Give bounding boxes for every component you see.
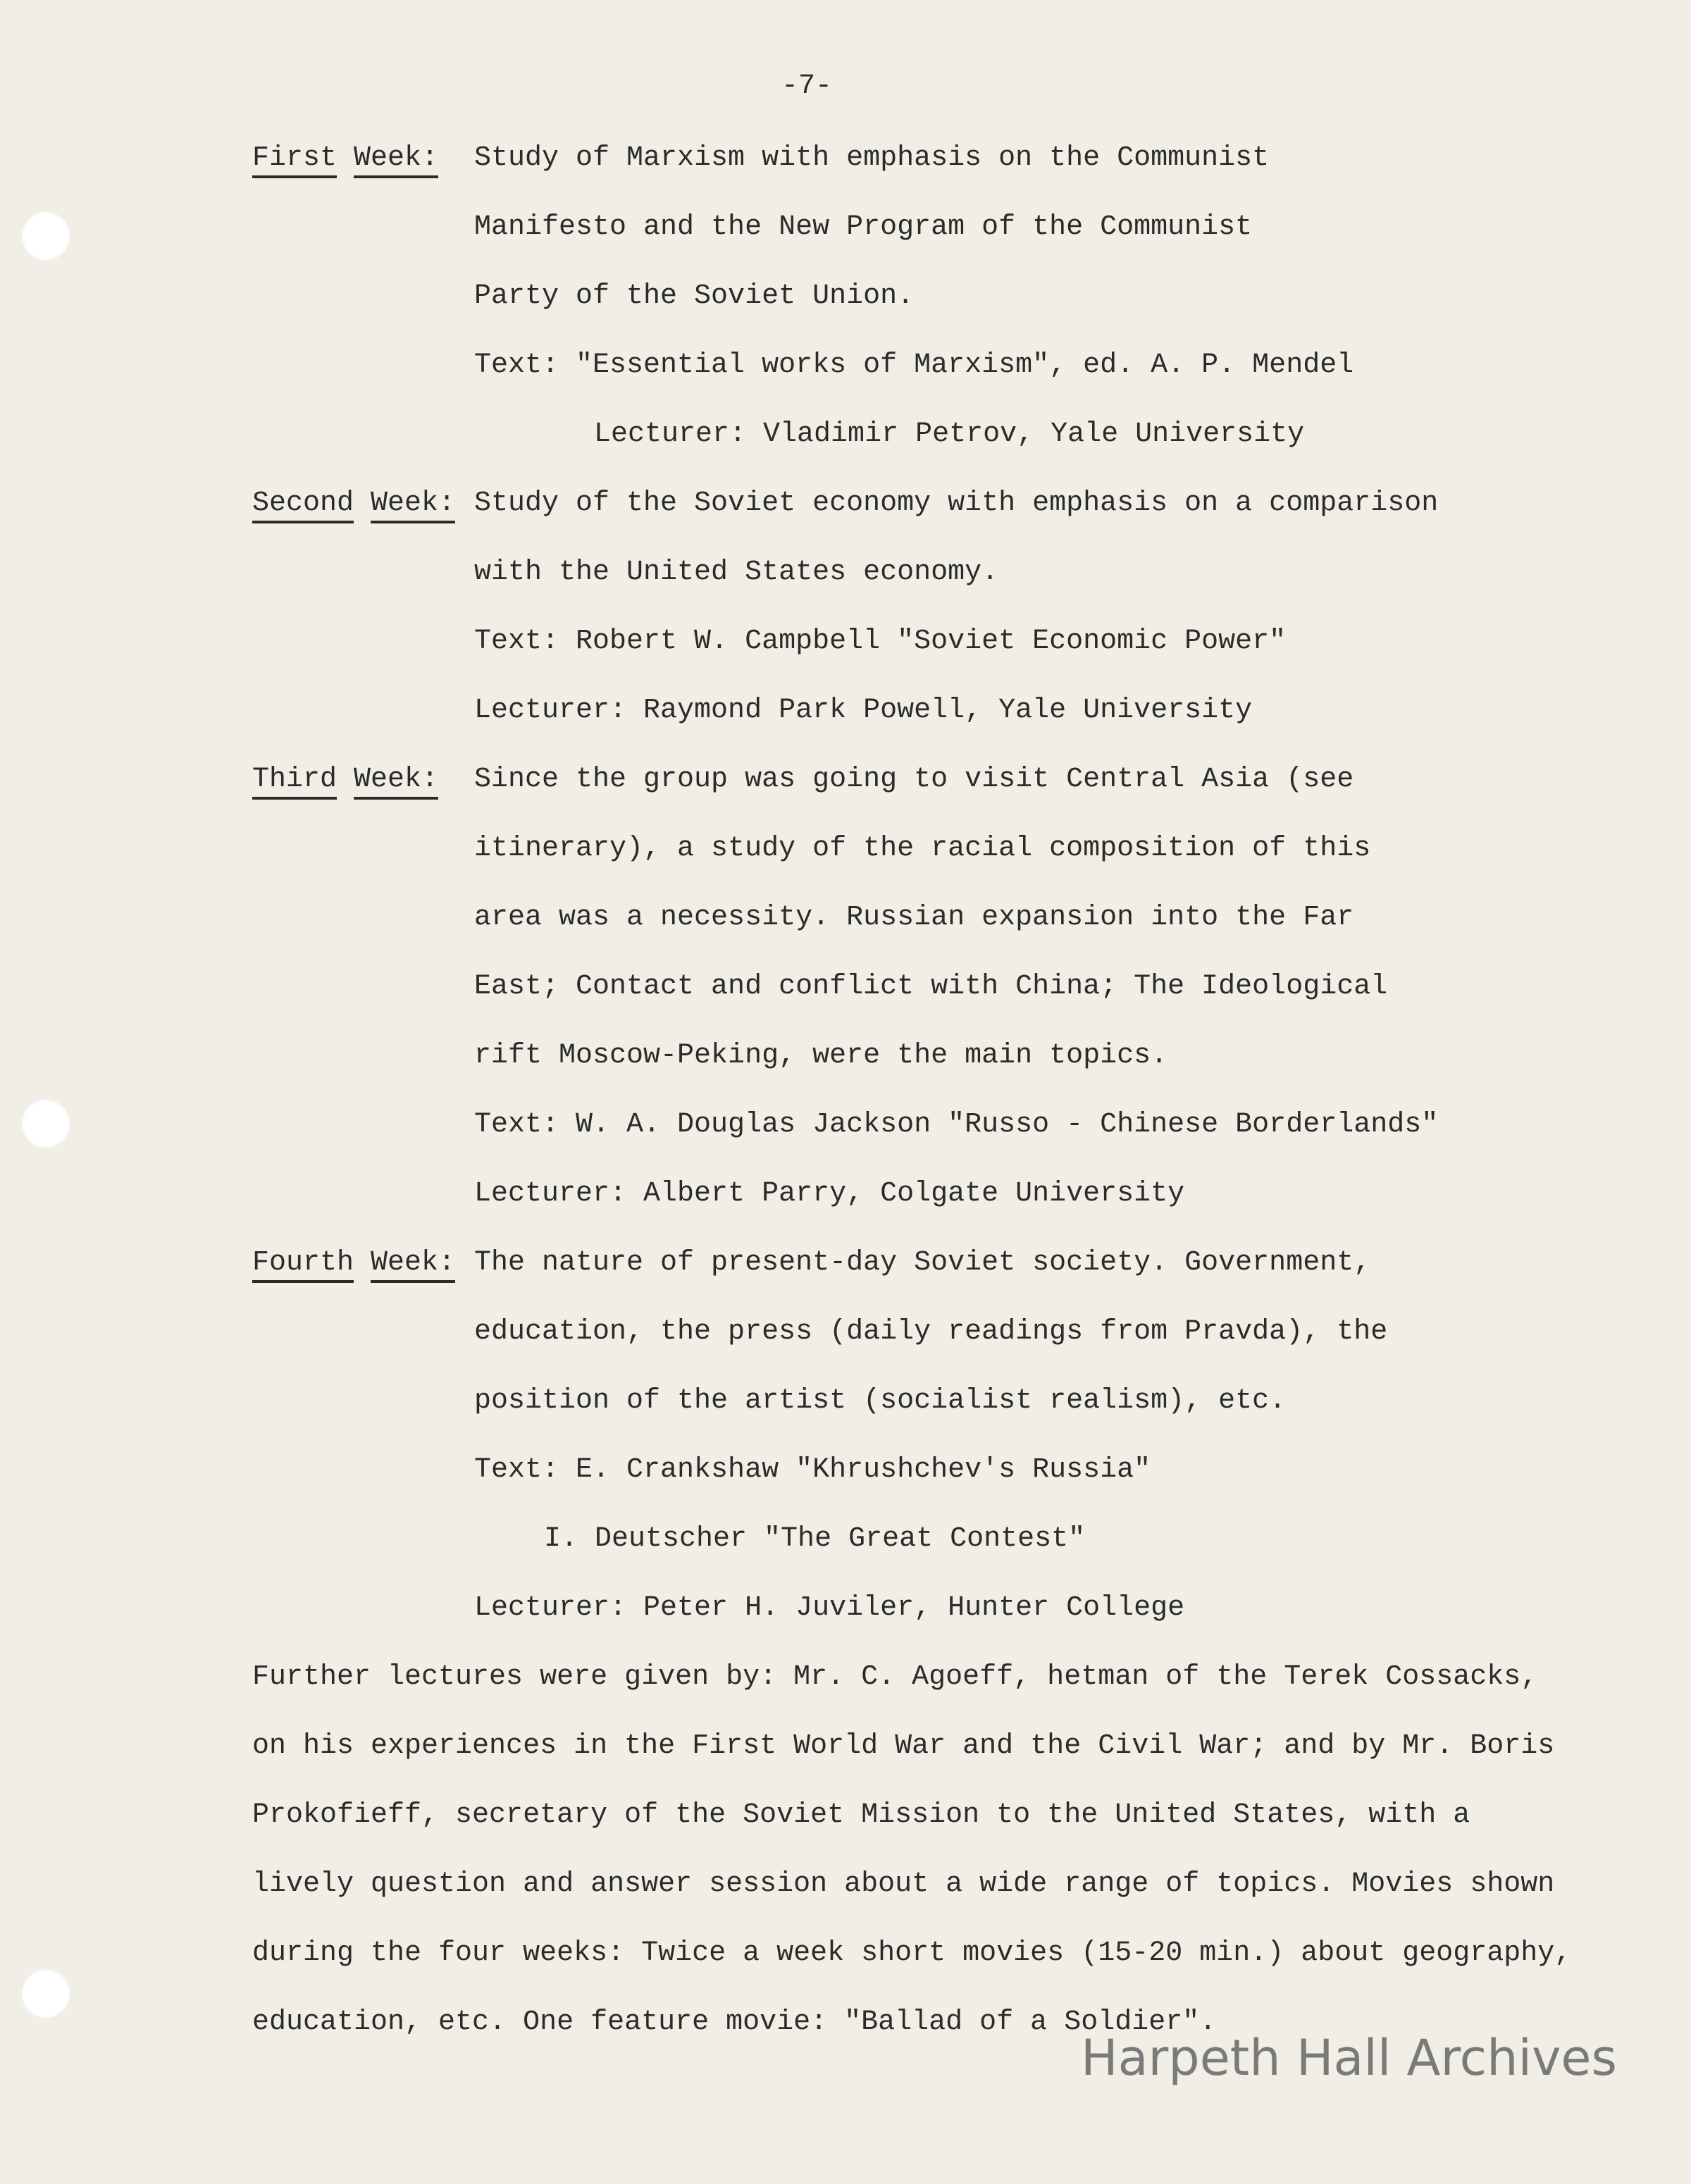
week-text: Text: W. A. Douglas Jackson "Russo - Chinese Borderlands": [474, 1109, 1439, 1141]
week-lecturer: Lecturer: Raymond Park Powell, Yale University: [474, 695, 1253, 726]
binder-hole-middle: [21, 1099, 70, 1148]
further-line: lively question and answer session about a wide range of topics. Movies shown: [252, 1868, 1555, 1900]
week-lecturer: Lecturer: Albert Parry, Colgate University: [474, 1178, 1185, 1210]
week-line: Manifesto and the New Program of the Communist: [474, 211, 1253, 243]
week-line: itinerary), a study of the racial composition of this: [474, 833, 1371, 864]
week-line: East; Contact and conflict with China; The Ideological: [474, 971, 1388, 1003]
week-line: position of the artist (socialist realism), etc.: [474, 1385, 1287, 1417]
further-line: education, etc. One feature movie: "Ballad of a Soldier".: [252, 2006, 1217, 2038]
week-line: rift Moscow-Peking, were the main topics.: [474, 1040, 1168, 1072]
binder-hole-bottom: [21, 1969, 70, 2018]
week-lecturer: Lecturer: Peter H. Juviler, Hunter College: [474, 1592, 1185, 1624]
binder-hole-top: [21, 211, 70, 261]
further-line: on his experiences in the First World War and the Civil War; and by Mr. Boris: [252, 1730, 1555, 1762]
week-line: with the United States economy.: [474, 557, 999, 588]
further-line: during the four weeks: Twice a week short movies (15-20 min.) about geography,: [252, 1937, 1572, 1969]
week-line: education, the press (daily readings from Pravda), the: [474, 1316, 1388, 1348]
week-line: Since the group was going to visit Central Asia (see: [474, 764, 1354, 795]
week-label: First Week:: [252, 141, 438, 176]
week-label: Third Week:: [252, 762, 438, 798]
week-lecturer: Lecturer: Vladimir Petrov, Yale University: [594, 418, 1305, 450]
week-line: The nature of present-day Soviet society. Government,: [474, 1247, 1371, 1279]
week-text-secondary: I. Deutscher "The Great Contest": [544, 1523, 1086, 1555]
week-line: Study of Marxism with emphasis on the Communist: [474, 142, 1270, 174]
week-line: area was a necessity. Russian expansion into the Far: [474, 902, 1354, 933]
week-text: Text: E. Crankshaw "Khrushchev's Russia": [474, 1454, 1151, 1486]
week-label: Fourth Week:: [252, 1246, 455, 1281]
week-label: Second Week:: [252, 486, 455, 521]
further-line: Further lectures were given by: Mr. C. Agoeff, hetman of the Terek Cossacks,: [252, 1661, 1538, 1693]
further-line: Prokofieff, secretary of the Soviet Mission to the United States, with a: [252, 1799, 1470, 1831]
page-number: -7-: [781, 70, 832, 102]
week-text: Text: "Essential works of Marxism", ed. A. P. Mendel: [474, 349, 1354, 381]
week-line: Study of the Soviet economy with emphasis on a comparison: [474, 488, 1439, 519]
week-text: Text: Robert W. Campbell "Soviet Economic Power": [474, 626, 1287, 657]
week-line: Party of the Soviet Union.: [474, 280, 915, 312]
archive-watermark: Harpeth Hall Archives: [1081, 2029, 1617, 2087]
